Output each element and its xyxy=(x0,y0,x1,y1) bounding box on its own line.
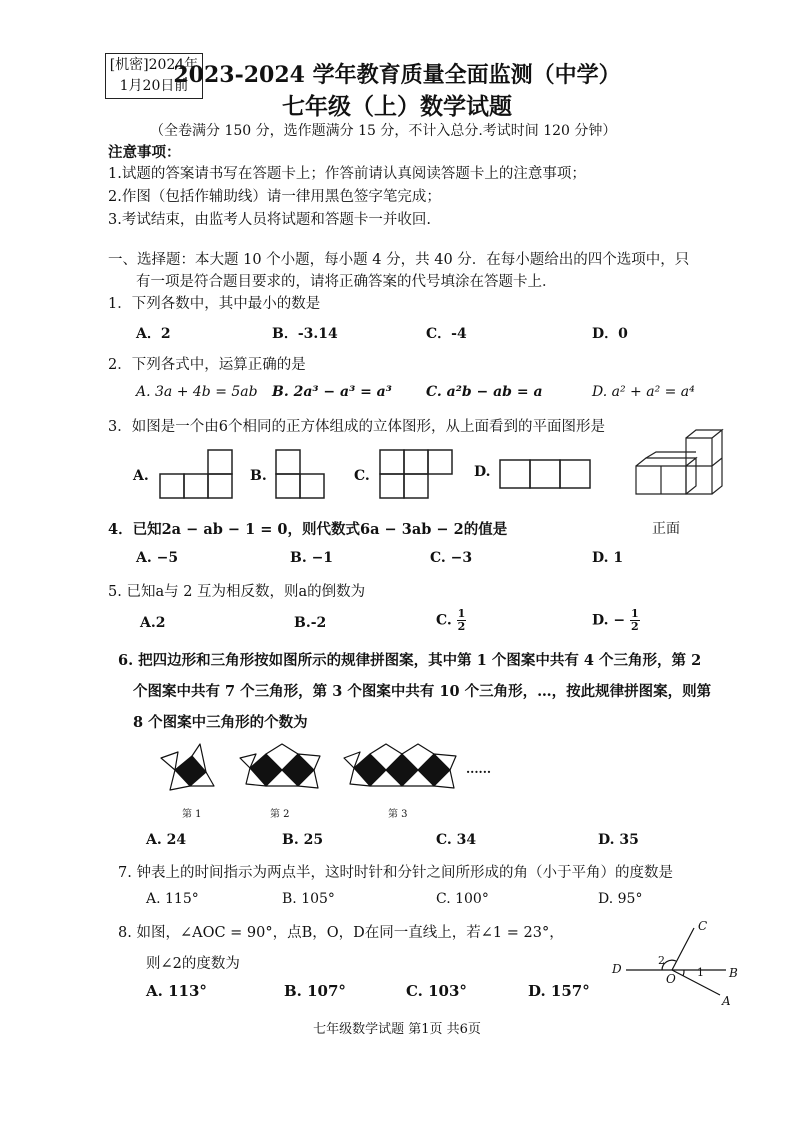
q8-label-b: B xyxy=(729,966,738,980)
q4-option-b: B. −1 xyxy=(290,550,334,566)
q6-stem-line2: 个图案中共有 7 个三角形，第 3 个图案中共有 10 个三角形，…，按此规律拼图案，则第 xyxy=(133,683,712,700)
q2-option-d: D. a² + a² = a⁴ xyxy=(592,384,695,400)
q3-figure-caption: 正面 xyxy=(652,521,680,537)
q7-stem: 7. 钟表上的时间指示为两点半，这时时针和分针之间所形成的角（小于平角）的度数是 xyxy=(118,865,673,881)
q5-c-numerator: 1 xyxy=(457,607,466,620)
q6-label-3: 第 3 xyxy=(388,809,408,820)
q8-label-angle2: 2 xyxy=(658,954,665,967)
q5-d-numerator: 1 xyxy=(631,607,639,620)
q1-option-a: A．2 xyxy=(136,326,171,342)
q6-option-c: C. 34 xyxy=(436,832,477,848)
q4-option-a: A. −5 xyxy=(136,550,179,566)
q7-option-c: C. 100° xyxy=(436,891,489,907)
q5-option-c-label: C. xyxy=(436,612,452,629)
exam-info: （全卷满分 150 分，选作题满分 15 分，不计入总分.考试时间 120 分钟） xyxy=(150,123,617,139)
q5-option-b: B.-2 xyxy=(294,615,327,631)
q6-stem-line1: 6. 把四边形和三角形按如图所示的规律拼图案，其中第 1 个图案中共有 4 个三角形，第 2 xyxy=(118,652,702,669)
q6-label-1: 第 1 xyxy=(182,809,202,820)
q4-option-c: C. −3 xyxy=(430,550,473,566)
q8-stem-2: 则∠2的度数为 xyxy=(146,956,240,972)
q1-stem: 1．下列各数中，其中最小的数是 xyxy=(108,296,321,312)
q5-option-a: A.2 xyxy=(140,615,166,631)
q8-option-b: B. 107° xyxy=(284,982,346,1000)
q2-stem: 2．下列各式中，运算正确的是 xyxy=(108,357,306,373)
q8-stem: 8. 如图，∠AOC = 90°，点B，O，D在同一直线上，若∠1 = 23°， xyxy=(118,925,564,941)
q6-ellipsis: ...... xyxy=(466,762,492,776)
q8-label-a: A xyxy=(722,994,731,1008)
q3-option-b: B. xyxy=(250,468,267,484)
q1-option-d: D．0 xyxy=(592,326,628,342)
exam-subtitle: 七年级（上）数学试题 xyxy=(282,93,512,120)
q6-label-2: 第 2 xyxy=(270,809,290,820)
q2-option-c: C. a²b − ab = a xyxy=(426,384,543,400)
q7-option-d: D. 95° xyxy=(598,891,643,907)
q5-c-denominator: 2 xyxy=(457,620,466,633)
q4-option-d: D. 1 xyxy=(592,550,624,566)
q3-stem: 3．如图是一个由6个相同的正方体组成的立体图形，从上面看到的平面图形是 xyxy=(108,419,605,435)
q8-option-d: D. 157° xyxy=(528,982,590,1000)
q6-option-b: B. 25 xyxy=(282,832,324,848)
q8-option-c: C. 103° xyxy=(406,982,467,1000)
q7-option-b: B. 105° xyxy=(282,891,335,907)
q8-option-a: A. 113° xyxy=(146,982,207,1000)
q6-option-a: A. 24 xyxy=(146,832,187,848)
q5-option-d-label: D. − xyxy=(592,612,626,629)
q8-label-o: O xyxy=(666,972,676,986)
q8-label-d: D xyxy=(612,962,622,976)
q4-stem: 4．已知2a − ab − 1 = 0，则代数式6a − 3ab − 2的值是 xyxy=(108,521,508,538)
q3-option-d: D. xyxy=(474,464,491,480)
notes-heading: 注意事项： xyxy=(108,144,181,161)
q3-option-a: A. xyxy=(133,468,149,484)
q6-stem-line3: 8 个图案中三角形的个数为 xyxy=(133,714,308,731)
note-item-3: 3.考试结束，由监考人员将试题和答题卡一并收回. xyxy=(108,212,431,228)
q6-option-d: D. 35 xyxy=(598,832,639,848)
note-item-1: 1.试题的答案请书写在答题卡上；作答前请认真阅读答题卡上的注意事项； xyxy=(108,166,586,182)
q2-option-b: B. 2a³ − a³ = a³ xyxy=(272,384,392,400)
q1-option-b: B．-3.14 xyxy=(272,326,338,342)
exam-title: 2023-2024 学年教育质量全面监测（中学） xyxy=(173,62,621,88)
stamp-line2: 1月20日前 xyxy=(119,78,189,94)
stamp-line1: [机密]2024年 xyxy=(109,57,199,73)
page-footer: 七年级数学试题 第1页 共6页 xyxy=(313,1022,481,1037)
q8-label-c: C xyxy=(698,919,708,933)
q7-option-a: A. 115° xyxy=(146,891,199,907)
section1-instructions: 一、选择题：本大题 10 个小题，每小题 4 分，共 40 分．在每小题给出的四个选项中，只 xyxy=(108,252,690,268)
note-item-2: 2.作图（包括作辅助线）请一律用黑色签字笔完成； xyxy=(108,189,441,205)
q5-d-denominator: 2 xyxy=(631,620,639,633)
q3-option-c: C. xyxy=(354,468,370,484)
q5-stem: 5. 已知a与 2 互为相反数，则a的倒数为 xyxy=(108,584,366,600)
q2-option-a: A. 3a + 4b = 5ab xyxy=(136,384,258,400)
section1-instructions-2: 有一项是符合题目要求的，请将正确答案的代号填涂在答题卡上． xyxy=(136,274,557,290)
q1-option-c: C．-4 xyxy=(426,326,467,342)
q8-label-angle1: 1 xyxy=(697,966,704,979)
